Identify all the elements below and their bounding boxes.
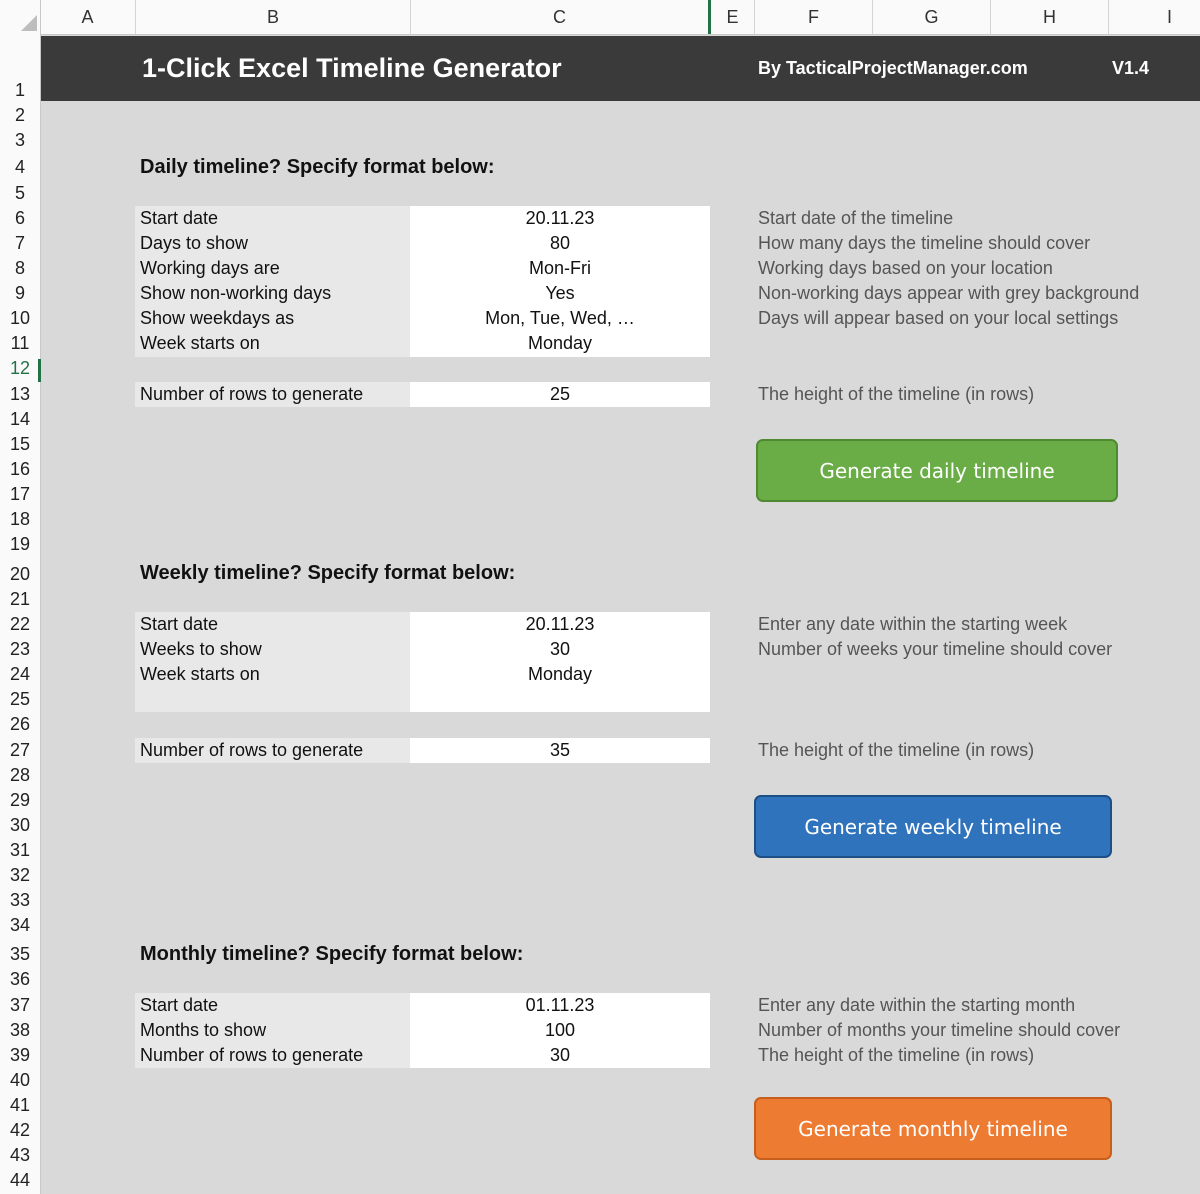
row-header-42[interactable]: 42 [9,1120,31,1140]
monthly-param-desc: Enter any date within the starting month [758,995,1076,1015]
version-label: V1.4 [1112,58,1150,78]
weekly-param-label: Weeks to show [140,639,262,659]
daily-rows-input[interactable]: 25 [549,384,571,404]
daily-heading: Daily timeline? Specify format below: [140,156,495,178]
monthly-heading: Monthly timeline? Specify format below: [140,943,524,965]
daily-param-label: Show non-working days [140,283,332,303]
column-header-bar [0,0,1200,35]
daily-param-desc: Working days based on your location [758,258,1053,278]
daily-param-label: Week starts on [140,333,260,353]
daily-param-input[interactable]: Yes [545,283,575,303]
daily-param-desc: Days will appear based on your local settings [758,308,1119,328]
row-header-35[interactable]: 35 [9,944,31,964]
row-header-41[interactable]: 41 [9,1095,31,1115]
row-header-20[interactable]: 20 [9,564,31,584]
daily-param-desc: How many days the timeline should cover [758,233,1091,253]
row-header-30[interactable]: 30 [9,815,31,835]
row-header-43[interactable]: 43 [9,1145,31,1165]
row-header-5[interactable]: 5 [14,183,25,203]
daily-rows-desc: The height of the timeline (in rows) [758,384,1035,404]
row-header-32[interactable]: 32 [9,865,31,885]
monthly-param-label: Number of rows to generate [140,1045,364,1065]
column-header-h[interactable]: H [991,0,1109,34]
row-header-23[interactable]: 23 [9,639,31,659]
monthly-param-label: Start date [140,995,219,1015]
column-header-i[interactable]: I [1166,7,1172,27]
row-header-31[interactable]: 31 [9,840,31,860]
row-header-26[interactable]: 26 [9,714,31,734]
row-header-11[interactable]: 11 [10,333,30,353]
daily-param-input[interactable]: 80 [549,233,571,253]
row-header-4[interactable]: 4 [14,157,25,177]
row-header-6[interactable]: 6 [14,208,25,228]
weekly-param-label: Start date [140,614,219,634]
weekly-param-label: Week starts on [140,664,260,684]
row-header-12[interactable]: 12 [9,358,31,378]
column-header-b[interactable]: B [136,0,411,34]
row-header-15[interactable]: 15 [9,434,31,454]
author-byline: By TacticalProjectManager.com [758,58,1028,78]
column-header-f[interactable]: F [755,0,873,34]
generate-weekly-timeline-button[interactable]: Generate weekly timeline [754,795,1112,858]
row-header-7[interactable]: 7 [14,233,25,253]
column-header-g[interactable]: G [873,0,991,34]
daily-param-input[interactable]: Monday [527,333,593,353]
weekly-rows-desc: The height of the timeline (in rows) [758,740,1035,760]
row-header-21[interactable]: 21 [9,589,31,609]
daily-param-label: Show weekdays as [140,308,295,328]
row-header-33[interactable]: 33 [9,890,31,910]
row-header-9[interactable]: 9 [14,283,25,303]
weekly-param-desc: Enter any date within the starting week [758,614,1068,634]
monthly-param-desc: The height of the timeline (in rows) [758,1045,1035,1065]
row-header-24[interactable]: 24 [9,664,31,684]
row-header-14[interactable]: 14 [9,409,31,429]
row-header-38[interactable]: 38 [9,1020,31,1040]
row-header-1[interactable]: 1 [14,80,25,100]
weekly-rows-input[interactable]: 35 [549,740,571,760]
row-header-36[interactable]: 36 [9,969,31,989]
daily-param-input[interactable]: Mon, Tue, Wed, … [485,308,635,328]
generate-daily-timeline-button[interactable]: Generate daily timeline [756,439,1118,502]
row-header-22[interactable]: 22 [9,614,31,634]
row-header-16[interactable]: 16 [9,459,31,479]
column-selection-indicator [708,0,711,34]
row-header-13[interactable]: 13 [9,384,31,404]
column-header-e[interactable]: E [711,0,755,34]
row-header-25[interactable]: 25 [9,689,31,709]
column-header-c[interactable]: C [411,0,709,34]
column-header-a[interactable]: A [40,0,136,34]
row-header-34[interactable]: 34 [9,915,31,935]
weekly-heading: Weekly timeline? Specify format below: [140,562,516,584]
row-header-39[interactable]: 39 [9,1045,31,1065]
row-header-3[interactable]: 3 [14,130,25,150]
monthly-param-input[interactable]: 100 [544,1020,576,1040]
monthly-param-input[interactable]: 01.11.23 [525,995,595,1015]
monthly-param-input[interactable]: 30 [549,1045,571,1065]
row-header-10[interactable]: 10 [9,308,31,328]
page-title: 1-Click Excel Timeline Generator [142,53,562,83]
row-header-18[interactable]: 18 [9,509,31,529]
row-header-40[interactable]: 40 [9,1070,31,1090]
weekly-rows-label: Number of rows to generate [140,740,364,760]
daily-param-label: Days to show [140,233,249,253]
row-header-2[interactable]: 2 [14,105,25,125]
row-header-44[interactable]: 44 [9,1170,31,1190]
row-header-17[interactable]: 17 [9,484,31,504]
daily-param-desc: Start date of the timeline [758,208,954,228]
row-header-19[interactable]: 19 [9,534,31,554]
monthly-param-desc: Number of months your timeline should cover [758,1020,1121,1040]
select-all-corner[interactable] [0,0,41,34]
row-header-8[interactable]: 8 [14,258,25,278]
row-header-37[interactable]: 37 [9,995,31,1015]
generate-monthly-timeline-button[interactable]: Generate monthly timeline [754,1097,1112,1160]
row-header-29[interactable]: 29 [9,790,31,810]
monthly-param-label: Months to show [140,1020,267,1040]
weekly-param-input[interactable]: 20.11.23 [525,614,595,634]
daily-param-label: Working days are [140,258,280,278]
daily-rows-label: Number of rows to generate [140,384,364,404]
weekly-param-input[interactable]: 30 [549,639,571,659]
daily-param-input[interactable]: 20.11.23 [525,208,595,228]
daily-param-desc: Non-working days appear with grey background [758,283,1140,303]
row-header-28[interactable]: 28 [9,765,31,785]
row-header-27[interactable]: 27 [9,740,31,760]
daily-param-label: Start date [140,208,219,228]
daily-param-input[interactable]: Mon-Fri [529,258,591,278]
weekly-param-input[interactable]: Monday [527,664,593,684]
weekly-param-desc: Number of weeks your timeline should cover [758,639,1113,659]
